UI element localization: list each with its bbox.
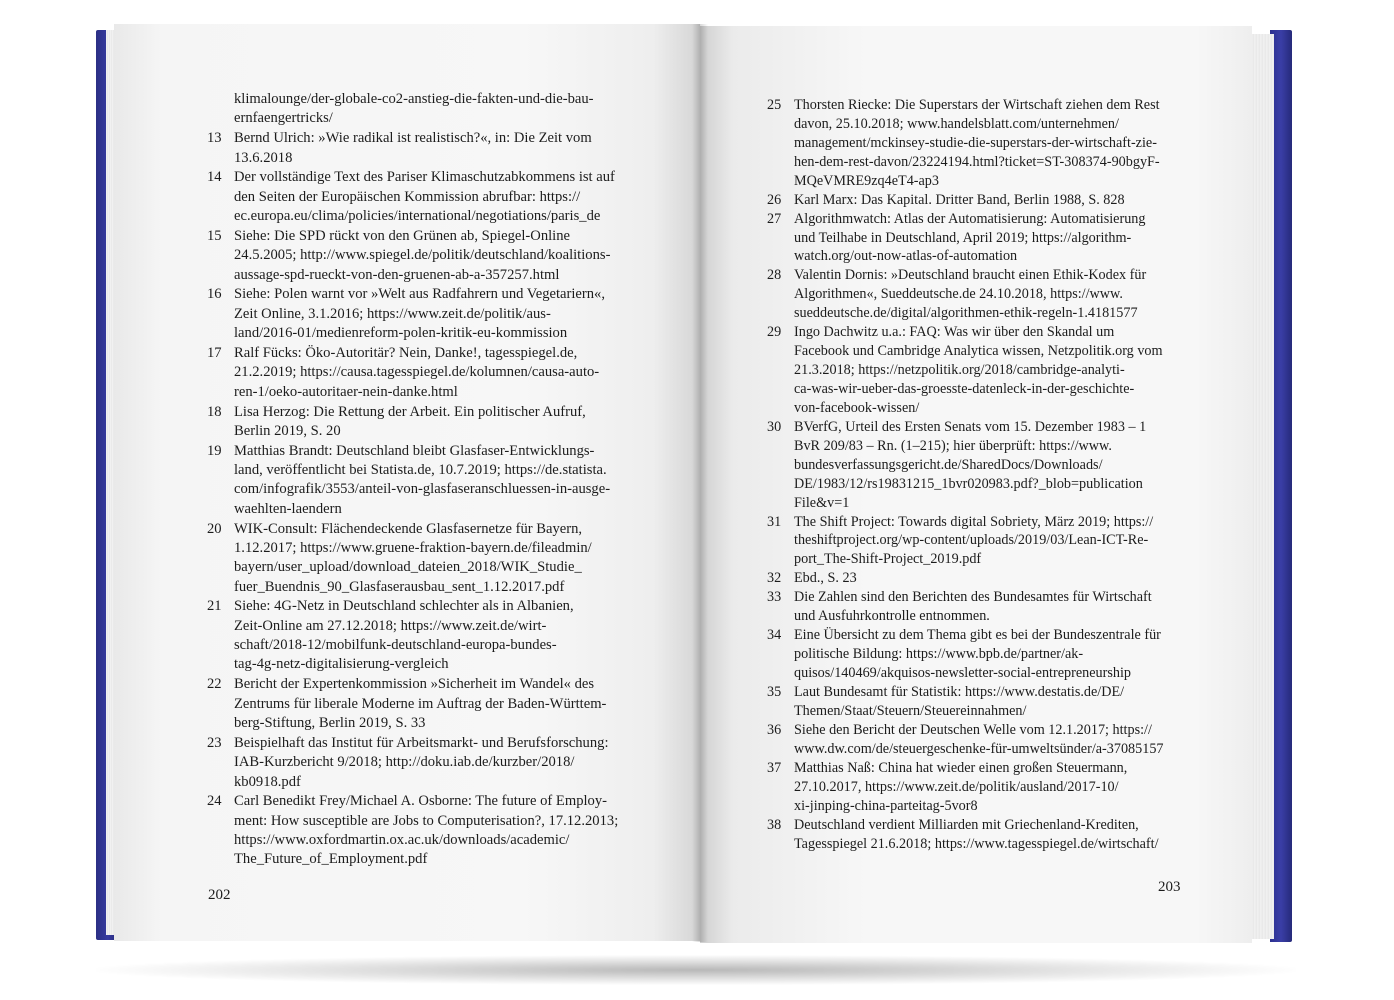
endnote-number: 21 <box>207 598 222 615</box>
endnote-text-line: The Shift Project: Towards digital Sobriety, März 2019; https:// <box>794 513 1154 530</box>
endnote-text-line: den Seiten der Europäischen Kommission abrufbar: https:// <box>234 188 581 205</box>
endnote-text-line: Lisa Herzog: Die Rettung der Arbeit. Ein politischer Aufruf, <box>234 403 586 420</box>
endnote-text-line: Ingo Dachwitz u.a.: FAQ: Was wir über den Skandal um <box>794 324 1115 341</box>
endnote-text-line: fuer_Buendnis_90_Glasfaserausbau_sent_1.12.2017.pdf <box>234 578 565 595</box>
endnote-text-line: theshiftproject.org/wp-content/uploads/2019/03/Lean-ICT-Re- <box>794 532 1149 549</box>
endnote-text-line: https://www.oxfordmartin.ox.ac.uk/downloads/academic/ <box>234 832 570 849</box>
left-page-endnotes <box>207 90 619 870</box>
endnote-text-line: Siehe: Polen warnt vor »Welt aus Radfahrern und Vegetariern«, <box>234 286 605 303</box>
endnote-text-line: Siehe: 4G-Netz in Deutschland schlechter als in Albanien, <box>234 598 574 615</box>
endnote-text-line: The_Future_of_Employment.pdf <box>234 851 428 868</box>
endnote-text-line: davon, 25.10.2018; www.handelsblatt.com/unternehmen/ <box>794 115 1119 132</box>
endnote-text-line: www.dw.com/de/steuergeschenke-für-umweltsünder/a-37085157 <box>794 740 1164 757</box>
endnote-number: 15 <box>207 227 222 244</box>
endnote-text-line: Thorsten Riecke: Die Superstars der Wirtschaft ziehen dem Rest <box>794 97 1160 113</box>
endnote-text-line: WIK-Consult: Flächendeckende Glasfasernetze für Bayern, <box>234 520 583 537</box>
endnote-text-line: 21.2.2019; https://causa.tagesspiegel.de/kolumnen/causa-auto- <box>234 364 600 381</box>
endnote <box>207 403 618 442</box>
endnote <box>207 442 618 519</box>
endnote-text-line: 21.3.2018; https://netzpolitik.org/2018/cambridge-analyti- <box>794 362 1125 379</box>
endnote-text-line: Siehe: Die SPD rückt von den Grünen ab, Spiegel-Online <box>234 227 570 244</box>
endnote-text-line: Carl Benedikt Frey/Michael A. Osborne: The future of Employ- <box>234 793 608 810</box>
endnote-text-line: Ralf Fücks: Öko-Autoritär? Nein, Danke!, tagesspiegel.de, <box>234 344 578 361</box>
endnote-text-line: hen-dem-rest-davon/23224194.html?ticket=ST-308374-90bgyF- <box>794 153 1160 170</box>
endnote-text-line: quisos/140469/akquisos-newsletter-social-entrepreneurship <box>794 665 1131 682</box>
endnote-text-line: Algorithmen«, Sueddeutsche.de 24.10.2018, https://www. <box>794 286 1123 303</box>
endnote-text-line: tag-4g-netz-digitalisierung-vergleich <box>234 656 449 673</box>
endnote <box>207 285 618 343</box>
book-shadow <box>96 955 1296 985</box>
endnote-text-line: von-facebook-wissen/ <box>794 399 920 416</box>
endnote <box>207 792 619 869</box>
endnote-text-line: Themen/Staat/Steuern/Steuereinnahmen/ <box>794 702 1027 719</box>
book-gutter <box>692 24 708 942</box>
endnote-number: 22 <box>207 676 222 693</box>
endnote-number: 19 <box>207 442 222 459</box>
endnote-text-line: Bernd Ulrich: »Wie radikal ist realistisch?«, in: Die Zeit vom <box>234 130 592 147</box>
endnote-text-line: 13.6.2018 <box>234 149 293 166</box>
endnote-text-line: schaft/2018-12/mobilfunk-deutschland-europa-bundes- <box>234 637 557 654</box>
endnote-number: 14 <box>207 169 222 186</box>
endnote-text-line: sueddeutsche.de/digital/algorithmen-ethik-regeln-1.4181577 <box>794 305 1138 322</box>
endnote-text-line: xi-jinping-china-parteitag-5vor8 <box>794 797 978 814</box>
endnote-text-line: DE/1983/12/rs19831215_1bvr020983.pdf?_blob=publication <box>794 475 1143 492</box>
endnote-number: 28 <box>767 267 782 284</box>
endnote <box>767 266 1164 323</box>
endnote-number: 24 <box>207 793 222 810</box>
endnote-number: 38 <box>767 816 782 833</box>
endnote <box>767 626 1164 683</box>
endnote-text-line: ec.europa.eu/clima/policies/international/negotiations/paris_de <box>234 208 601 225</box>
endnote <box>767 418 1164 513</box>
endnote <box>767 513 1164 570</box>
endnote <box>207 520 618 597</box>
endnote <box>767 721 1164 759</box>
endnote-text-line: Valentin Dornis: »Deutschland braucht einen Ethik-Kodex für <box>794 267 1147 284</box>
endnote-text-line: Deutschland verdient Milliarden mit Griechenland-Krediten, <box>794 816 1139 833</box>
endnote <box>207 597 618 674</box>
endnote-text-line: Ebd., S. 23 <box>794 570 857 587</box>
endnote-number: 29 <box>767 324 782 341</box>
endnote-text-line: com/infografik/3553/anteil-von-glasfaseranschluessen-in-ausge- <box>234 481 611 498</box>
endnote-number: 30 <box>767 418 782 435</box>
endnote <box>207 129 618 168</box>
endnote-text-line: MQeVMRE9zq4eT4-ap3 <box>794 172 939 189</box>
endnote-text-line: Zeit Online, 3.1.2016; https://www.zeit.de/politik/aus- <box>234 305 551 322</box>
endnote-text-line: Eine Übersicht zu dem Thema gibt es bei der Bundeszentrale für <box>794 627 1161 644</box>
endnote-text-line: 27.10.2017, https://www.zeit.de/politik/ausland/2017-10/ <box>794 778 1119 795</box>
endnote-text-line: ca-was-wir-ueber-das-groesste-datenleck-in-der-geschichte- <box>794 380 1135 397</box>
endnote-number: 16 <box>207 286 222 303</box>
endnote-number: 17 <box>207 344 222 361</box>
endnote-text-line: Berlin 2019, S. 20 <box>234 422 341 439</box>
endnote-text-line: 24.5.2005; http://www.spiegel.de/politik/deutschland/koalitions- <box>234 247 611 264</box>
endnote-text-line: Algorithmwatch: Atlas der Automatisierung: Automatisierung <box>794 210 1146 227</box>
endnote-text-line: management/mckinsey-studie-die-superstars-der-wirtschaft-zie- <box>794 134 1157 151</box>
endnote-number: 18 <box>207 403 222 420</box>
endnote <box>207 734 618 792</box>
endnote-number: 20 <box>207 520 222 537</box>
endnote-text-line: berg-Stiftung, Berlin 2019, S. 33 <box>234 715 426 731</box>
endnote-text-line: BVerfG, Urteil des Ersten Senats vom 15. Dezember 1983 – 1 <box>794 418 1147 435</box>
page-number-left: 202 <box>208 887 231 903</box>
endnote-text-line: Zeit-Online am 27.12.2018; https://www.zeit.de/wirt- <box>234 617 547 634</box>
endnote <box>767 210 1164 267</box>
endnote-text-line: waehlten-laendern <box>234 500 342 517</box>
endnote <box>767 191 1164 210</box>
endnote-text-line: und Ausfuhrkontrolle entnommen. <box>794 608 990 625</box>
endnote <box>207 675 618 733</box>
endnote-number: 33 <box>767 589 782 606</box>
endnote-number: 34 <box>767 627 782 644</box>
endnote-text-line: Laut Bundesamt für Statistik: https://www.destatis.de/DE/ <box>794 684 1125 701</box>
endnote-text-line: bayern/user_upload/download_dateien_2018/WIK_Studie_ <box>234 559 582 576</box>
endnote-text-line: Zentrums für liberale Moderne im Auftrag der Baden-Württem- <box>234 695 607 712</box>
endnote-text-line: Bericht der Expertenkommission »Sicherheit im Wandel« des <box>234 676 595 693</box>
endnote <box>767 323 1164 418</box>
endnote-text-line: port_The-Shift-Project_2019.pdf <box>794 551 982 568</box>
endnote <box>767 588 1164 626</box>
endnote <box>207 344 618 402</box>
endnote <box>767 759 1164 816</box>
endnote <box>767 569 1164 588</box>
endnote-text-line: ren-1/oeko-autoritaer-nein-danke.html <box>234 383 458 400</box>
endnote-text-line: bundesverfassungsgericht.de/SharedDocs/Downloads/ <box>794 456 1103 473</box>
endnote-number: 31 <box>767 513 782 530</box>
endnote-text-line: Der vollständige Text des Pariser Klimaschutzabkommens ist auf <box>234 169 615 186</box>
endnote <box>207 227 618 285</box>
page-number-right: 203 <box>1158 879 1181 895</box>
endnote <box>767 96 1164 191</box>
endnote-text-line: land, veröffentlicht bei Statista.de, 10.7.2019; https://de.statista. <box>234 462 607 479</box>
endnote-text-line: watch.org/out-now-atlas-of-automation <box>794 248 1018 265</box>
endnote <box>767 683 1164 721</box>
endnote-number: 36 <box>767 721 782 738</box>
endnote <box>767 816 1164 854</box>
endnote-text-line: land/2016-01/medienreform-polen-kritik-eu-kommission <box>234 325 568 342</box>
endnote <box>234 90 618 129</box>
endnote-number: 13 <box>207 130 222 147</box>
endnote-number: 27 <box>767 210 782 227</box>
endnote-text-line: Die Zahlen sind den Berichten des Bundesamtes für Wirtschaft <box>794 589 1152 606</box>
endnote-number: 25 <box>767 97 782 113</box>
endnote-text-line: politische Bildung: https://www.bpb.de/partner/ak- <box>794 646 1084 663</box>
endnote-text-line: Beispielhaft das Institut für Arbeitsmarkt- und Berufsforschung: <box>234 734 609 751</box>
endnote-text-line: File&v=1 <box>794 494 850 511</box>
endnote-text-line: klimalounge/der-globale-co2-anstieg-die-fakten-und-die-bau- <box>234 91 594 107</box>
endnote-number: 37 <box>767 759 782 776</box>
endnote-text-line: Facebook und Cambridge Analytica wissen, Netzpolitik.org vom <box>794 343 1163 360</box>
endnote-text-line: IAB-Kurzbericht 9/2018; http://doku.iab.de/kurzber/2018/ <box>234 754 575 771</box>
endnote-text-line: ment: How susceptible are Jobs to Computerisation?, 17.12.2013; <box>234 812 619 829</box>
endnote-number: 23 <box>207 734 222 751</box>
endnote-number: 35 <box>767 684 782 701</box>
endnote-text-line: und Teilhabe in Deutschland, April 2019; https://algorithm- <box>794 229 1132 246</box>
endnote-text-line: 1.12.2017; https://www.gruene-fraktion-bayern.de/fileadmin/ <box>234 539 592 556</box>
endnote-text-line: Matthias Naß: China hat wieder einen großen Steuermann, <box>794 759 1128 776</box>
endnote-text-line: Siehe den Bericht der Deutschen Welle vom 12.1.2017; https:// <box>794 721 1152 738</box>
endnote-text-line: kb0918.pdf <box>234 773 301 790</box>
endnote-text-line: aussage-spd-rueckt-von-den-gruenen-ab-a-357257.html <box>234 266 560 283</box>
endnote <box>207 168 618 226</box>
endnote-number: 26 <box>767 191 782 208</box>
endnote-text-line: Karl Marx: Das Kapital. Dritter Band, Berlin 1988, S. 828 <box>794 191 1125 208</box>
endnote-text-line: BvR 209/83 – Rn. (1–215); hier überprüft: https://www. <box>794 437 1112 454</box>
endnote-text-line: Tagesspiegel 21.6.2018; https://www.tagesspiegel.de/wirtschaft/ <box>794 835 1159 852</box>
right-page-endnotes <box>767 96 1164 854</box>
endnote-text-line: ernfaengertricks/ <box>234 110 333 127</box>
endnote-text-line: Matthias Brandt: Deutschland bleibt Glasfaser-Entwicklungs- <box>234 442 595 459</box>
endnote-number: 32 <box>767 570 782 587</box>
